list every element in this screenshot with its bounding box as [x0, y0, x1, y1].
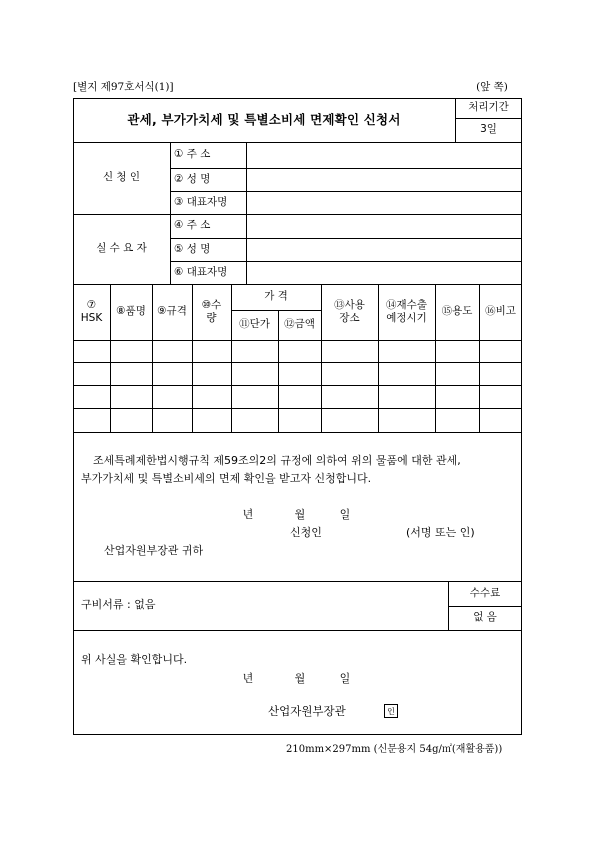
applicant-address-label: ① 주 소 [174, 148, 211, 161]
col-quantity-label-bottom: 량 [206, 312, 217, 324]
statement-applicant-label: 신청인 [290, 526, 322, 540]
col-quantity-header [192, 284, 231, 340]
table-row[interactable] [74, 363, 521, 385]
col-price-header: 가 격 [264, 290, 288, 303]
applicant-name-field[interactable] [247, 169, 521, 190]
statement-sign-label: (서명 또는 인) [406, 526, 475, 540]
table-row[interactable] [74, 409, 521, 432]
user-name-label: ⑤ 성 명 [174, 242, 211, 255]
applicant-name-label: ② 성 명 [174, 172, 211, 185]
statement-year: 년 [242, 508, 254, 522]
col-place-header [321, 284, 378, 340]
col-hsk-number: ⑦ [86, 298, 97, 311]
statement-line-1: 조세특례제한법시행규칙 제59조의2의 규정에 의하여 위의 물품에 대한 관세, [93, 454, 461, 467]
col-hsk-header [73, 284, 110, 340]
col-amount-header: ⑫금액 [284, 318, 315, 331]
user-address-label: ④ 주 소 [174, 219, 211, 232]
user-representative-field[interactable] [247, 262, 521, 283]
statement-month: 월 [294, 508, 306, 522]
table-row[interactable] [74, 341, 521, 362]
col-reexport-label-top: ⑭재수출 [386, 298, 427, 311]
applicant-representative-label: ③ 대표자명 [174, 195, 228, 208]
paper-spec-footer: 210mm×297mm (신문용지 54g/㎡(재활용품)) [286, 743, 503, 755]
user-address-field[interactable] [247, 215, 521, 237]
col-unit-price-header: ⑪단가 [239, 318, 270, 331]
fee-value: 없 음 [473, 611, 497, 624]
confirmation-day: 일 [339, 672, 351, 686]
table-row[interactable] [74, 386, 521, 408]
confirmation-text: 위 사실을 확인합니다. [81, 653, 188, 667]
confirmation-official: 산업자원부장관 [268, 703, 346, 718]
confirmation-year: 년 [242, 672, 254, 686]
form-number: [별지 제97호서식(1)] [73, 81, 174, 94]
applicant-section-label: 신 청 인 [102, 171, 141, 184]
statement-addressee: 산업자원부장관 귀하 [104, 544, 204, 558]
user-section-label: 실 수 요 자 [96, 242, 147, 255]
col-place-label-top: ⑬사용 [334, 298, 365, 311]
applicant-address-field[interactable] [247, 143, 521, 167]
col-spec-header: ⑨규격 [157, 305, 187, 318]
processing-period-label: 처리기간 [468, 101, 509, 114]
fee-label: 수수료 [469, 586, 501, 599]
col-remark-header: ⑯비고 [485, 305, 516, 318]
form-title: 관세, 부가가치세 및 특별소비세 면제확인 신청서 [127, 112, 401, 128]
col-hsk-label: HSK [80, 312, 103, 324]
col-item-name-header: ⑧품명 [116, 305, 146, 318]
processing-period-value: 3일 [480, 123, 497, 136]
col-usage-header: ⑮용도 [441, 305, 473, 318]
applicant-representative-field[interactable] [247, 192, 521, 213]
col-reexport-header [378, 284, 435, 340]
confirmation-month: 월 [294, 672, 306, 686]
seal-mark: 인 [384, 704, 398, 718]
user-name-field[interactable] [247, 239, 521, 260]
user-representative-label: ⑥ 대표자명 [174, 265, 228, 278]
col-quantity-label-top: ⑩수 [201, 298, 222, 311]
page-side-label: (앞 쪽) [476, 81, 508, 94]
statement-line-2: 부가가치세 및 특별소비세의 면제 확인을 받고자 신청합니다. [81, 472, 372, 485]
col-reexport-label-bottom: 예정시기 [386, 312, 427, 324]
statement-day: 일 [339, 508, 351, 522]
required-documents: 구비서류 : 없음 [81, 598, 156, 612]
col-place-label-bottom: 장소 [339, 312, 360, 324]
